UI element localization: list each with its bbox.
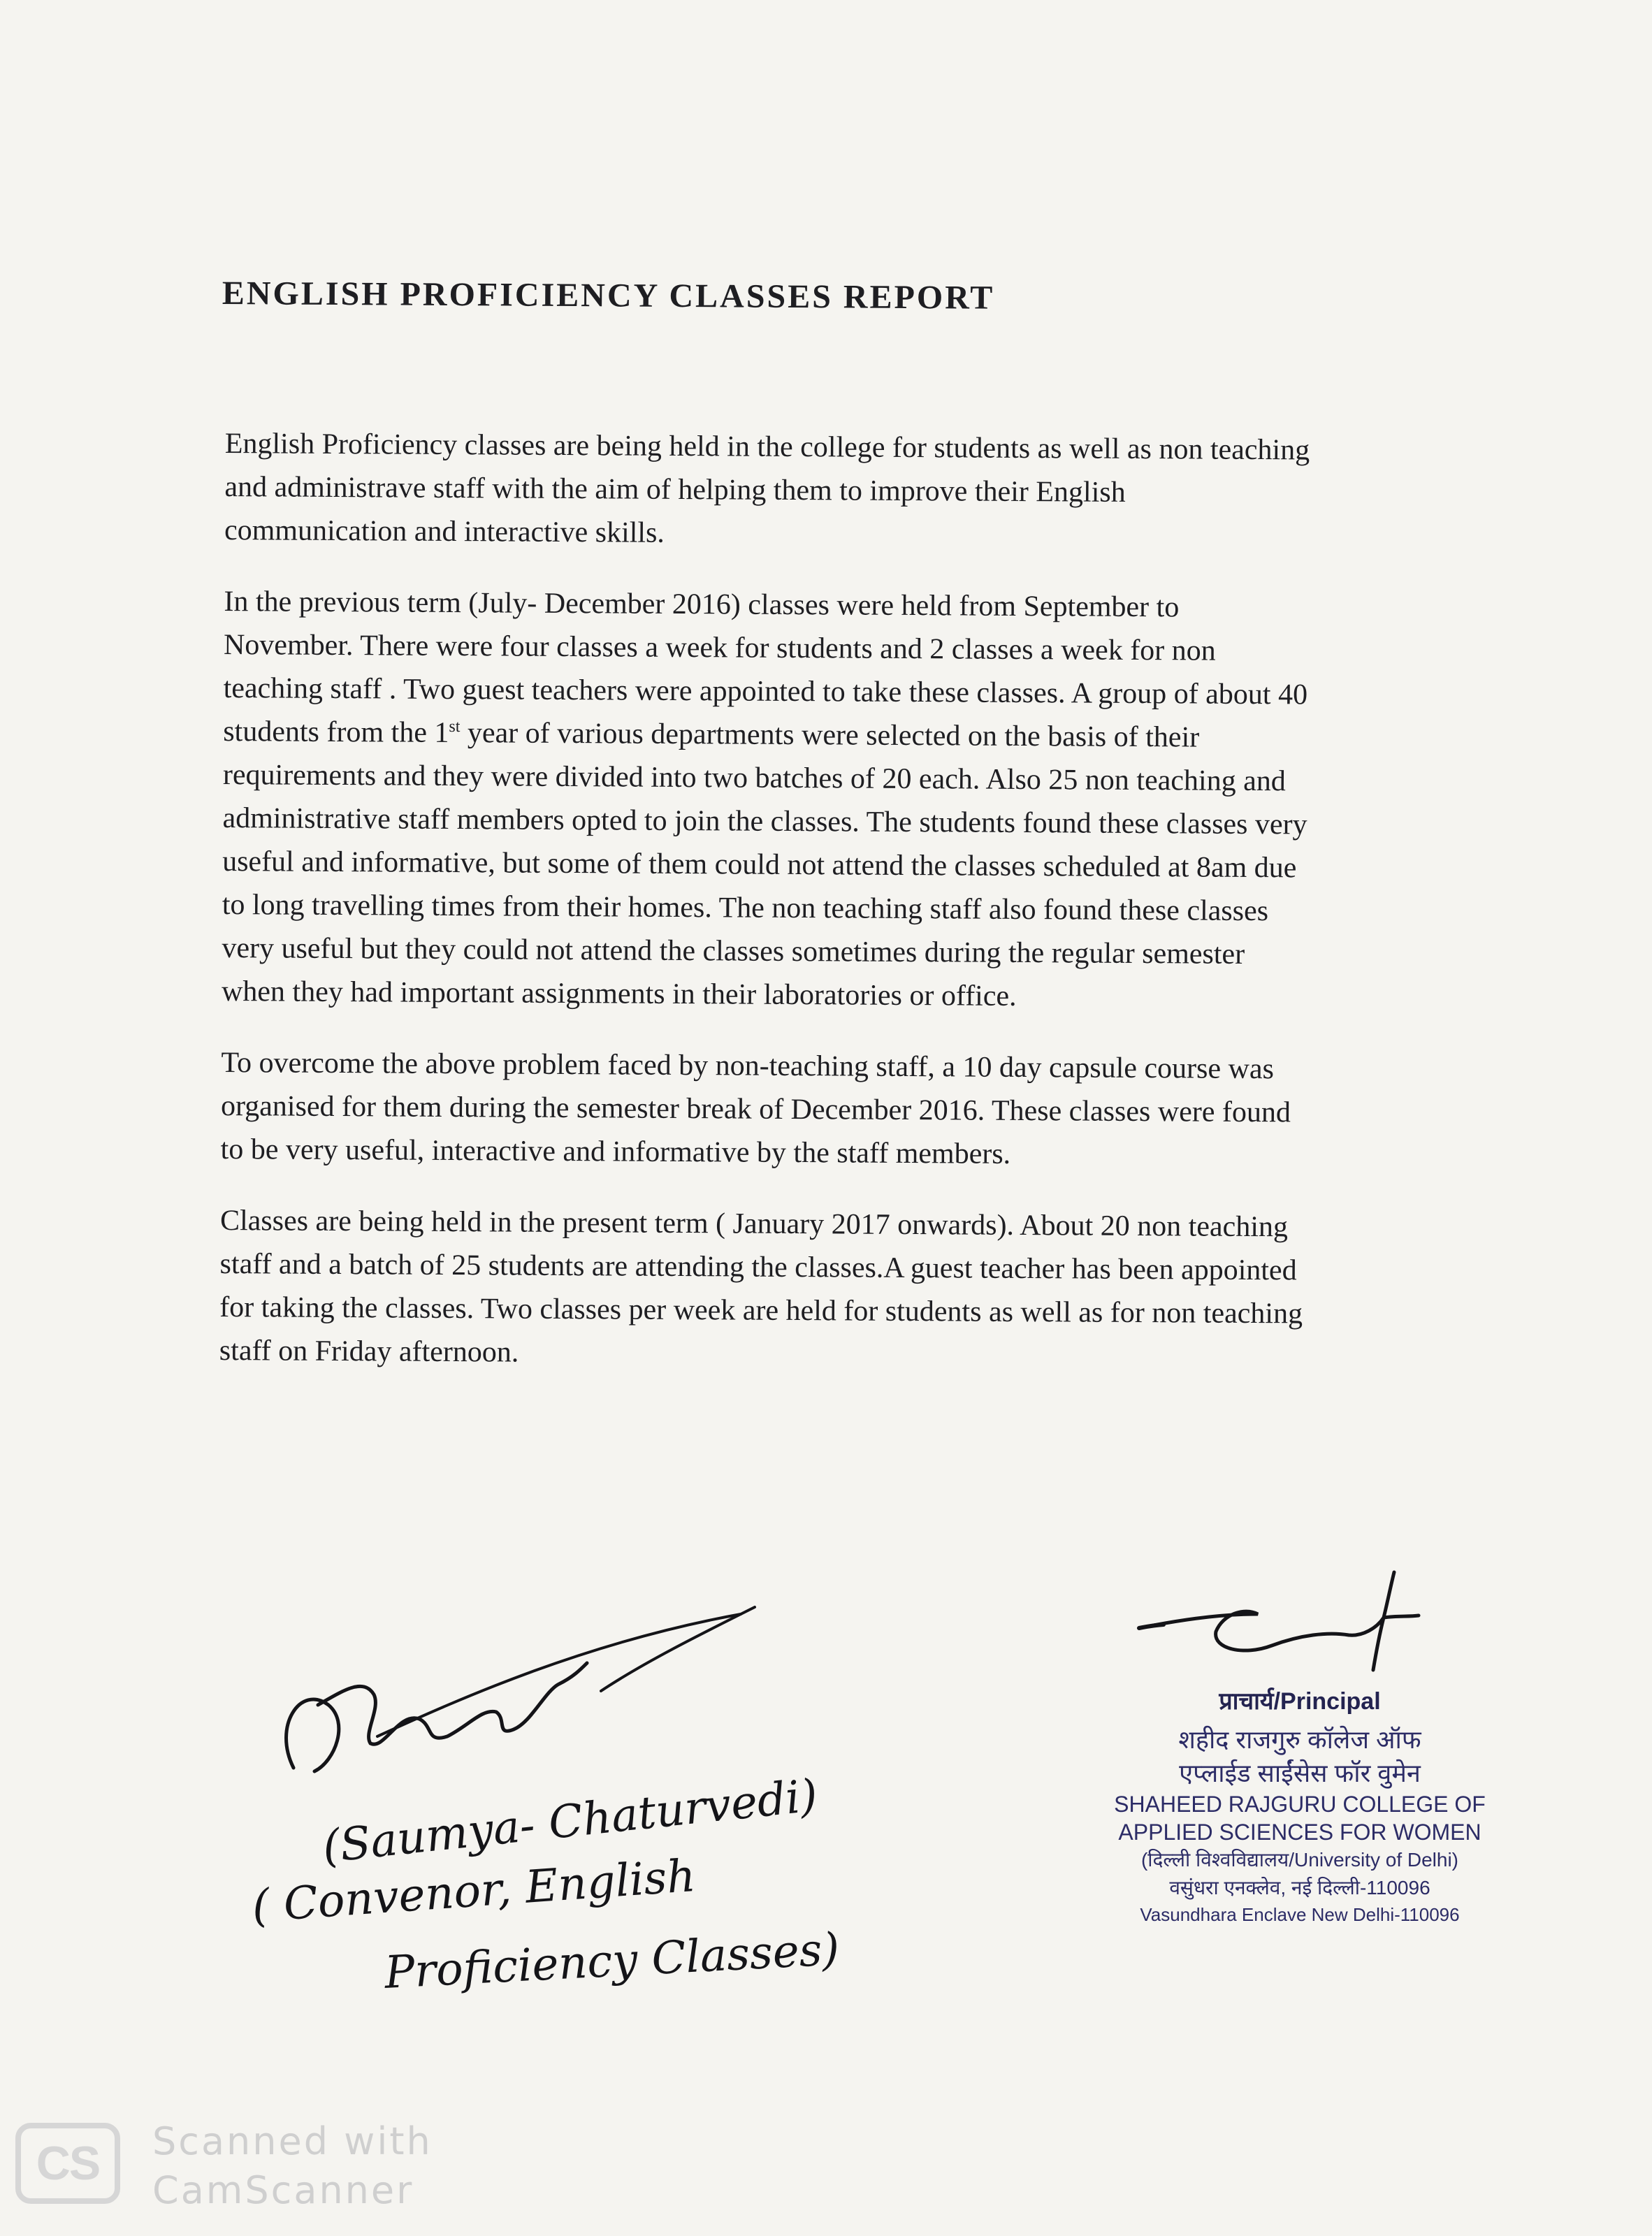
convenor-role-line-2: Proficiency Classes) — [383, 1923, 841, 2000]
text-line: teaching staff . Two guest teachers were appointed to take these classes. A group of about 40 — [223, 671, 1308, 711]
text-line: to be very useful, interactive and informative by the staff members. — [220, 1133, 1011, 1170]
camscanner-watermark — [15, 2117, 463, 2215]
text-line: November. There were four classes a week for students and 2 classes a week for non — [223, 628, 1216, 667]
text-line: when they had important assignments in their laboratories or office. — [221, 975, 1017, 1012]
text-line: to long travelling times from their homes. The non teaching staff also found these classes — [222, 888, 1269, 928]
stamp-hindi-line-2: एप्लाईड साईंसेस फॉर वुमेन — [1179, 1759, 1421, 1787]
watermark-line-1: Scanned with — [152, 2119, 433, 2163]
text-line: for taking the classes. Two classes per week are held for students as well as for non teaching — [219, 1291, 1303, 1330]
convenor-signature-block — [252, 1586, 867, 2019]
stamp-title: प्राचार्य/Principal — [1219, 1688, 1381, 1715]
text-line: communication and interactive skills. — [224, 514, 665, 549]
paragraph-present-term — [219, 1199, 1436, 1380]
stamp-hindi-address: वसुंधरा एनक्लेव, नई दिल्ली-110096 — [1169, 1877, 1430, 1899]
stamp-university-line: (दिल्ली विश्वविद्यालय/University of Delhi) — [1140, 1849, 1459, 1871]
paragraph-previous-term — [222, 580, 1440, 1021]
text-line: English Proficiency classes are being held in the college for students as well as non teaching — [224, 427, 1310, 467]
ordinal-superscript: st — [449, 717, 461, 736]
text-line: very useful but they could not attend the classes sometimes during the regular semester — [222, 931, 1245, 971]
text-line: and administrave staff with the aim of helping them to improve their English — [224, 470, 1126, 509]
principal-signature — [1034, 1565, 1537, 1684]
report-body — [219, 422, 1441, 1380]
convenor-name: (Saumya- Chaturvedi) — [320, 1770, 820, 1873]
convenor-role-line-1: ( Convenor, English — [250, 1850, 697, 1933]
text-line: staff and a batch of 25 students are attending the classes.A guest teacher has been appointed — [219, 1247, 1297, 1287]
paragraph-capsule-course — [220, 1041, 1437, 1179]
text-line: requirements and they were divided into two batches of 20 each. Also 25 non teaching and — [222, 758, 1286, 798]
watermark-line-2: CamScanner — [152, 2168, 414, 2212]
stamp-english-line-2: APPLIED SCIENCES FOR WOMEN — [1118, 1820, 1481, 1845]
camscanner-logo-text: CS — [36, 2137, 100, 2190]
text-segment: students from the 1 — [223, 715, 449, 749]
stamp-hindi-line-1: शहीद राजगुरु कॉलेज ऑफ — [1178, 1725, 1421, 1754]
paragraph-intro — [224, 422, 1441, 560]
text-line: organised for them during the semester break of December 2016. These classes were found — [220, 1089, 1291, 1129]
text-segment: year of various departments were selected on the basis of their — [460, 717, 1200, 754]
text-line: staff on Friday afternoon. — [219, 1334, 519, 1369]
text-line: In the previous term (July- December 2016) classes were held from September to — [224, 585, 1180, 624]
text-line: Classes are being held in the present term ( January 2017 onwards). About 20 non teaching — [219, 1204, 1289, 1244]
text-line: useful and informative, but some of them could not attend the classes scheduled at 8am due — [222, 845, 1297, 885]
report-title: ENGLISH PROFICIENCY CLASSES REPORT — [222, 274, 995, 317]
principal-signature-stamp — [1034, 1565, 1537, 1956]
text-line: To overcome the above problem faced by non-teaching staff, a 10 day capsule course was — [221, 1046, 1275, 1086]
watermark-text — [152, 2117, 433, 2215]
college-stamp — [1104, 1684, 1495, 1927]
text-line — [223, 710, 1439, 761]
stamp-english-line-1: SHAHEED RAJGURU COLLEGE OF — [1114, 1792, 1486, 1817]
text-line: administrative staff members opted to join the classes. The students found these classes very — [222, 801, 1307, 841]
stamp-english-address: Vasundhara Enclave New Delhi-110096 — [1140, 1904, 1460, 1925]
camscanner-logo-icon — [15, 2123, 120, 2204]
